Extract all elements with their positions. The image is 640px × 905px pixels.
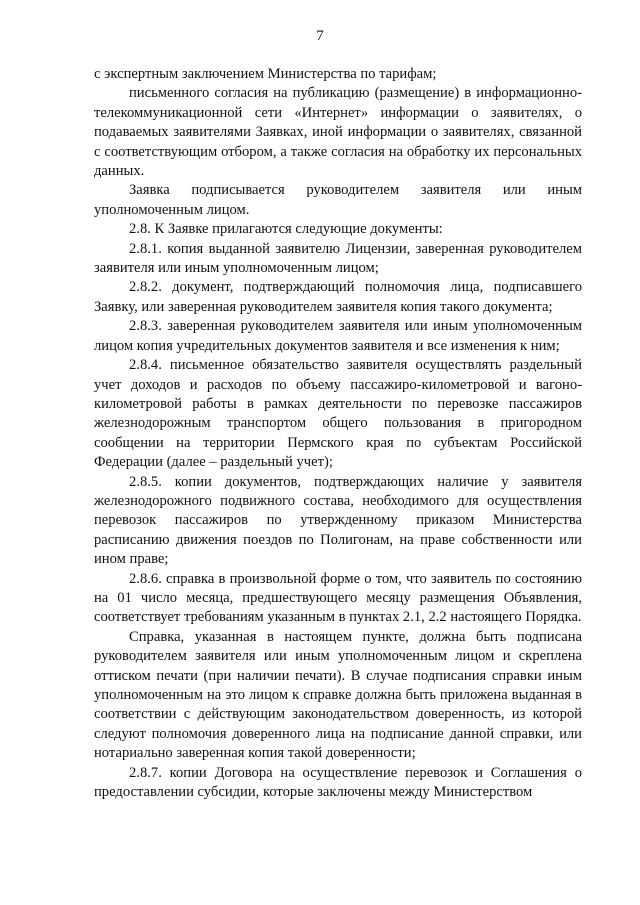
paragraph-application-signature: Заявка подписывается руководителем заявителя или иным уполномоченным лицом. [94,182,582,218]
paragraph-2-8-2: 2.8.2. документ, подтверждающий полномочия лица, подписавшего Заявку, или заверенная руководителем заявителя копия такого документа; [94,279,582,315]
paragraph-2-8-heading: 2.8. К Заявке прилагаются следующие документы: [129,221,443,238]
paragraph-2-8-4: 2.8.4. письменное обязательство заявителя осуществлять раздельный учет доходов и расходов по объему пассажиро-километровой и вагоно-километровой работы в рамках деятельности по перевозке пассажиров железнодорожным транспортом общего пользования в пригородном сообщении на территории Пермского края по субъектам Российской Федерации (далее – раздельный учет); [94,357,582,471]
paragraph-2-8-3: 2.8.3. заверенная руководителем заявителя или иным уполномоченным лицом копия учредительных документов заявителя и все изменения к ним; [94,318,582,354]
paragraph-2-8-6: 2.8.6. справка в произвольной форме о том, что заявитель по состоянию на 01 число месяца, предшествующего месяцу размещения Объявления, соответствует требованиям указанным в пунктах 2.1, 2.2 настоящего Порядка. [94,570,582,626]
paragraph-2-8-1: 2.8.1. копия выданной заявителю Лицензии, заверенная руководителем заявителя или иным уполномоченным лицом; [94,240,582,277]
page-number: 7 [316,28,324,44]
paragraph-2-8-5: 2.8.5. копии документов, подтверждающих наличие у заявителя железнодорожного подвижного состава, необходимого для осуществления перевозок пассажиров по утвержденному приказом Министерства расписанию движения поездов по Полигонам, на праве собственности или ином праве; [94,473,582,568]
paragraph-2-8-7: 2.8.7. копии Договора на осуществление перевозок и Соглашения о предоставлении субсидии, которые заключены между Министерством [94,764,582,801]
paragraph-publication-consent: письменного согласия на публикацию (размещение) в информационно-телекоммуникационной сети «Интернет» информации о заявителях, о подаваемых заявителями Заявках, иной информации о заявителях, связанной с соответствующим отбором, а также согласия на обработку их персональных данных. [94,85,582,180]
document-body [94,65,582,802]
paragraph-certificate-requirements: Справка, указанная в настоящем пункте, должна быть подписана руководителем заявителя или иным уполномоченным лицом и скреплена оттиском печати (при наличии печати). В случае подписания справки иным уполномоченным на это лицом к справке должна быть приложена выданная в соответствии с действующим законодательством доверенность, из которой следуют полномочия доверенного лица на подписание данной справки, или нотариально заверенная копия такой доверенности; [94,628,582,762]
paragraph-tariff-conclusion: с экспертным заключением Министерства по тарифам; [94,66,437,82]
